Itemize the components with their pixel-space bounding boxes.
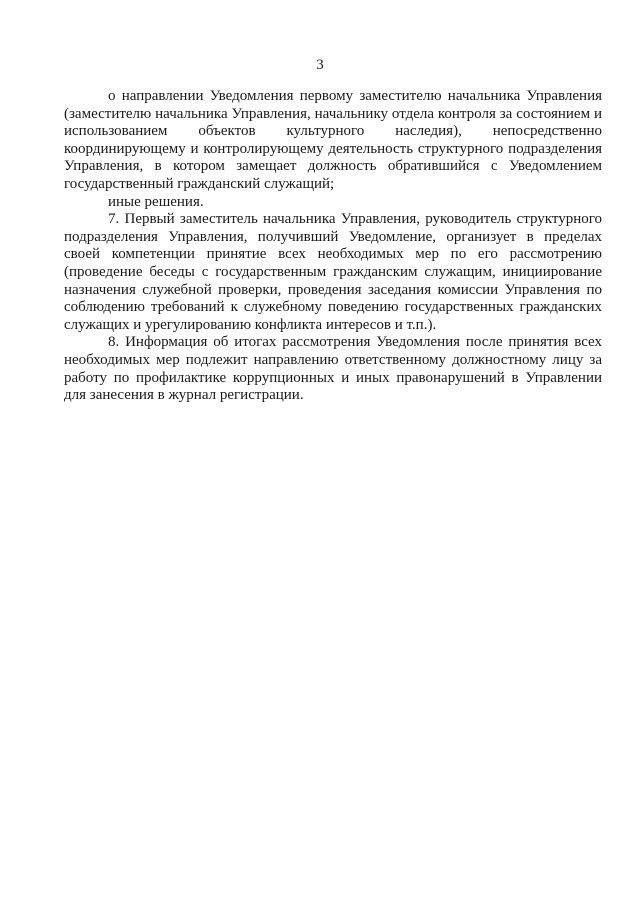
page-number: 3 — [316, 57, 324, 73]
paragraph-notification-direction: о направлении Уведомления первому заместителю начальника Управления (заместителю начальника Управления, начальнику отдела контроля за состоянием и использованием объектов культурного наследия), непосредственно координирующему и контролирующему деятельность структурного подразделения Управления, в котором замещает должность обратившийся с Уведомлением государственный гражданский служащий; — [64, 88, 602, 192]
paragraph-item-8: 8. Информация об итогах рассмотрения Уведомления после принятия всех необходимых мер подлежит направлению ответственному должностному лицу за работу по профилактике коррупционных и иных правонарушений в Управлении для занесения в журнал регистрации. — [64, 334, 602, 404]
paragraph-item-7: 7. Первый заместитель начальника Управления, руководитель структурного подразделения Управления, получивший Уведомление, организует в пределах своей компетенции принятие всех необходимых мер по его рассмотрению (проведение беседы с государственным гражданским служащим, инициирование назначения служебной проверки, проведения заседания комиссии Управления по соблюдению требований к служебному поведению государственных гражданских служащих и урегулированию конфликта интересов и т.п.). — [64, 211, 602, 333]
document-body — [64, 88, 602, 405]
paragraph-other-decisions: иные решения. — [108, 193, 204, 210]
